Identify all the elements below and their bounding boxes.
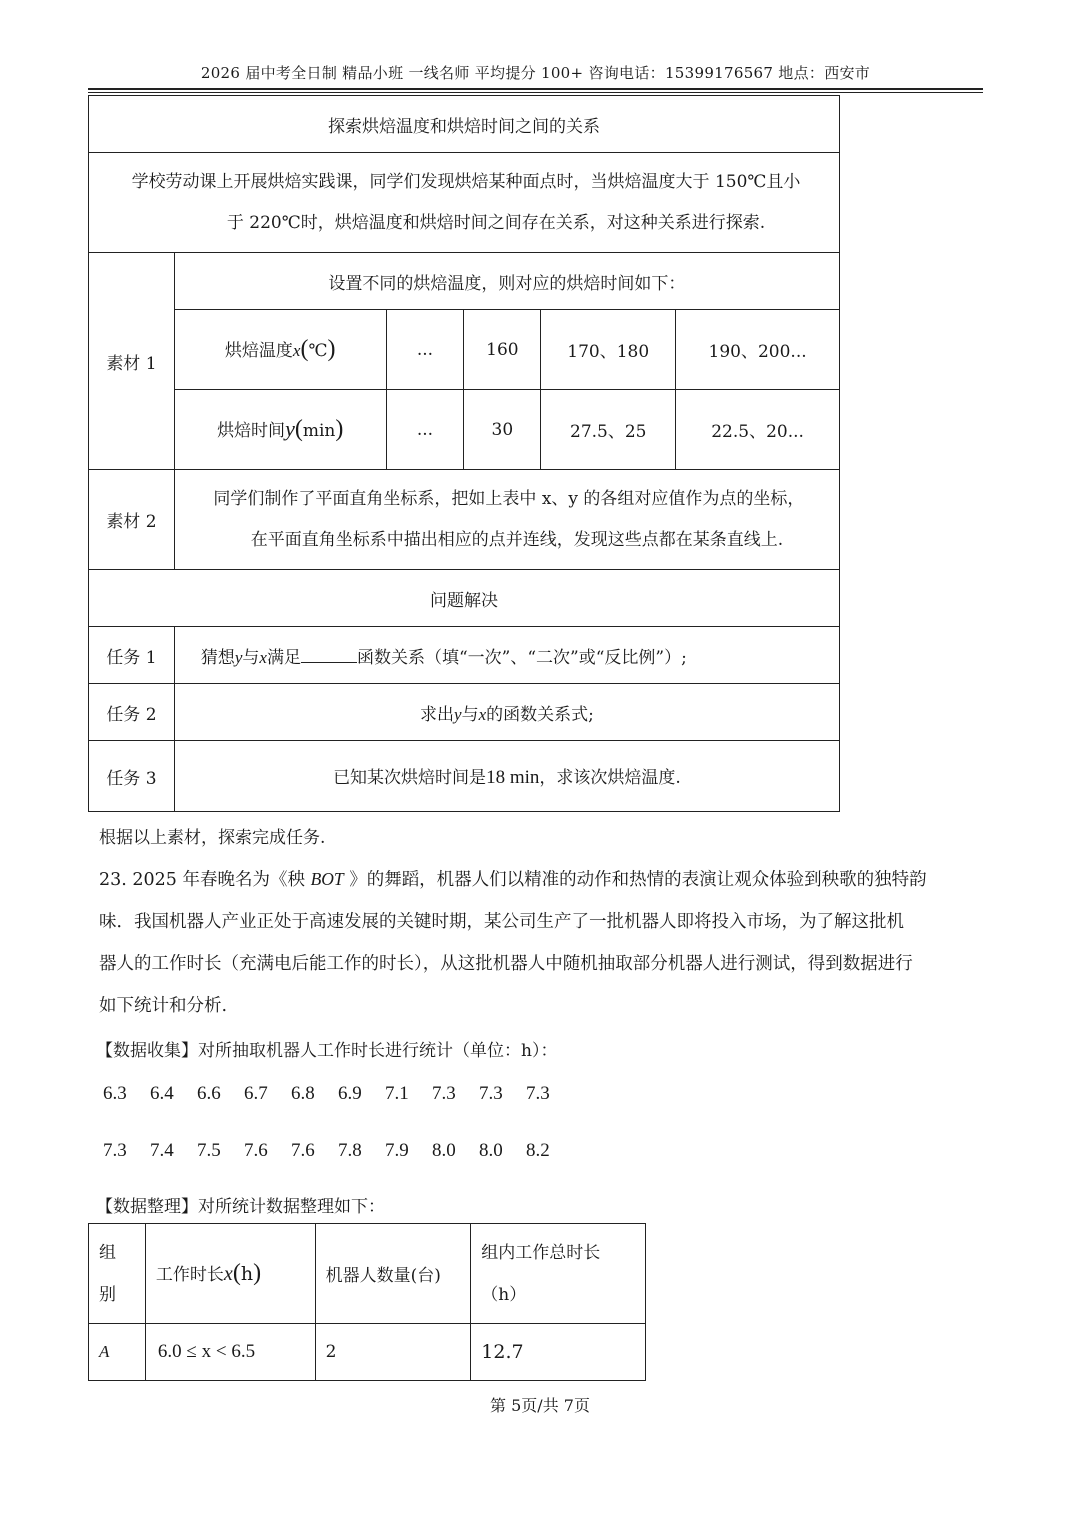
task1-content: 猜想y与x满足 函数关系（填“一次”、“二次”或“反比例”）;	[174, 627, 839, 684]
solve-header: 问题解决	[89, 570, 840, 627]
intro-line-2: 于 220℃时，烘焙温度和烘焙时间之间存在关系，对这种关系进行探索.	[226, 212, 766, 233]
group-header: 组 别	[89, 1224, 146, 1324]
time-value: 27.5、25	[541, 390, 676, 470]
count-header: 机器人数量(台)	[315, 1224, 471, 1324]
data-row-1: 6.3 6.4 6.6 6.7 6.8 6.9 7.1 7.3 7.3 7.3	[103, 1083, 550, 1104]
baking-exploration-table	[88, 95, 840, 812]
group-cell: A	[89, 1324, 146, 1381]
page-header: 2026 届中考全日制 精品小班 一线名师 平均提分 100+ 咨询电话：15399176567 地点：西安市	[200, 64, 871, 82]
q23-line-1: 23. 2025 年春晚名为《秧 BOT 》的舞蹈，机器人们以精准的动作和热情的表演让观众体验到秧歌的独特韵	[99, 869, 927, 890]
material1-desc: 设置不同的烘焙温度，则对应的烘焙时间如下：	[174, 253, 839, 310]
data-organize-heading: 【数据整理】对所统计数据整理如下：	[96, 1197, 385, 1217]
q23-line-2: 味．我国机器人产业正处于高速发展的关键时期，某公司生产了一批机器人即将投入市场，为了解这批机	[99, 912, 904, 932]
time-value: ...	[386, 390, 464, 470]
answer-blank[interactable]	[301, 648, 357, 663]
temp-value: 160	[464, 310, 541, 390]
q23-line-4: 如下统计和分析.	[99, 996, 228, 1016]
total-cell: 12.7	[471, 1324, 646, 1381]
header-rule-thick	[88, 88, 983, 90]
material2-line-1: 同学们制作了平面直角坐标系，把如上表中 x、y 的各组对应值作为点的坐标，	[213, 488, 805, 509]
question-23	[99, 858, 984, 1027]
data-row-2: 7.3 7.4 7.5 7.6 7.6 7.8 7.9 8.0 8.0 8.2	[103, 1140, 550, 1161]
intro-line-1: 学校劳动课上开展烘焙实践课，同学们发现烘焙某种面点时，当烘焙温度大于 150℃且小	[131, 171, 801, 192]
intro-cell	[89, 153, 840, 253]
page-footer: 第 5页/共 7页	[490, 1396, 590, 1415]
material2-label: 素材 2	[89, 470, 175, 570]
count-cell: 2	[315, 1324, 471, 1381]
header-rule-thin	[88, 92, 983, 93]
temp-header: 烘焙温度x(℃)	[174, 310, 386, 390]
total-header: 组内工作总时长 （h）	[471, 1224, 646, 1324]
material2-line-2: 在平面直角坐标系中描出相应的点并连线，发现这些点都在某条直线上.	[250, 529, 784, 550]
time-header: 工作时长x(h)	[145, 1224, 315, 1324]
after-table-note: 根据以上素材，探索完成任务.	[99, 828, 326, 848]
data-collect-heading: 【数据收集】对所抽取机器人工作时长进行统计（单位：h）：	[96, 1041, 558, 1061]
task3-content: 已知某次烘焙时间是18 min，求该次烘焙温度.	[174, 741, 839, 812]
temp-value: ...	[386, 310, 464, 390]
temp-value: 170、180	[541, 310, 676, 390]
time-value: 30	[464, 390, 541, 470]
robot-data-table	[88, 1223, 646, 1381]
material1-label: 素材 1	[89, 253, 175, 470]
table-title: 探索烘焙温度和烘焙时间之间的关系	[89, 96, 840, 153]
task2-label: 任务 2	[89, 684, 175, 741]
q23-line-3: 器人的工作时长（充满电后能工作的时长），从这批机器人中随机抽取部分机器人进行测试，得到数据进行	[99, 954, 913, 974]
temp-value: 190、200...	[676, 310, 840, 390]
time-header: 烘焙时间y(min)	[174, 390, 386, 470]
time-value: 22.5、20...	[676, 390, 840, 470]
range-cell: 6.0 ≤ x < 6.5	[145, 1324, 315, 1381]
material2-cell	[174, 470, 839, 570]
task1-label: 任务 1	[89, 627, 175, 684]
task2-content: 求出y与x的函数关系式;	[174, 684, 839, 741]
task3-label: 任务 3	[89, 741, 175, 812]
